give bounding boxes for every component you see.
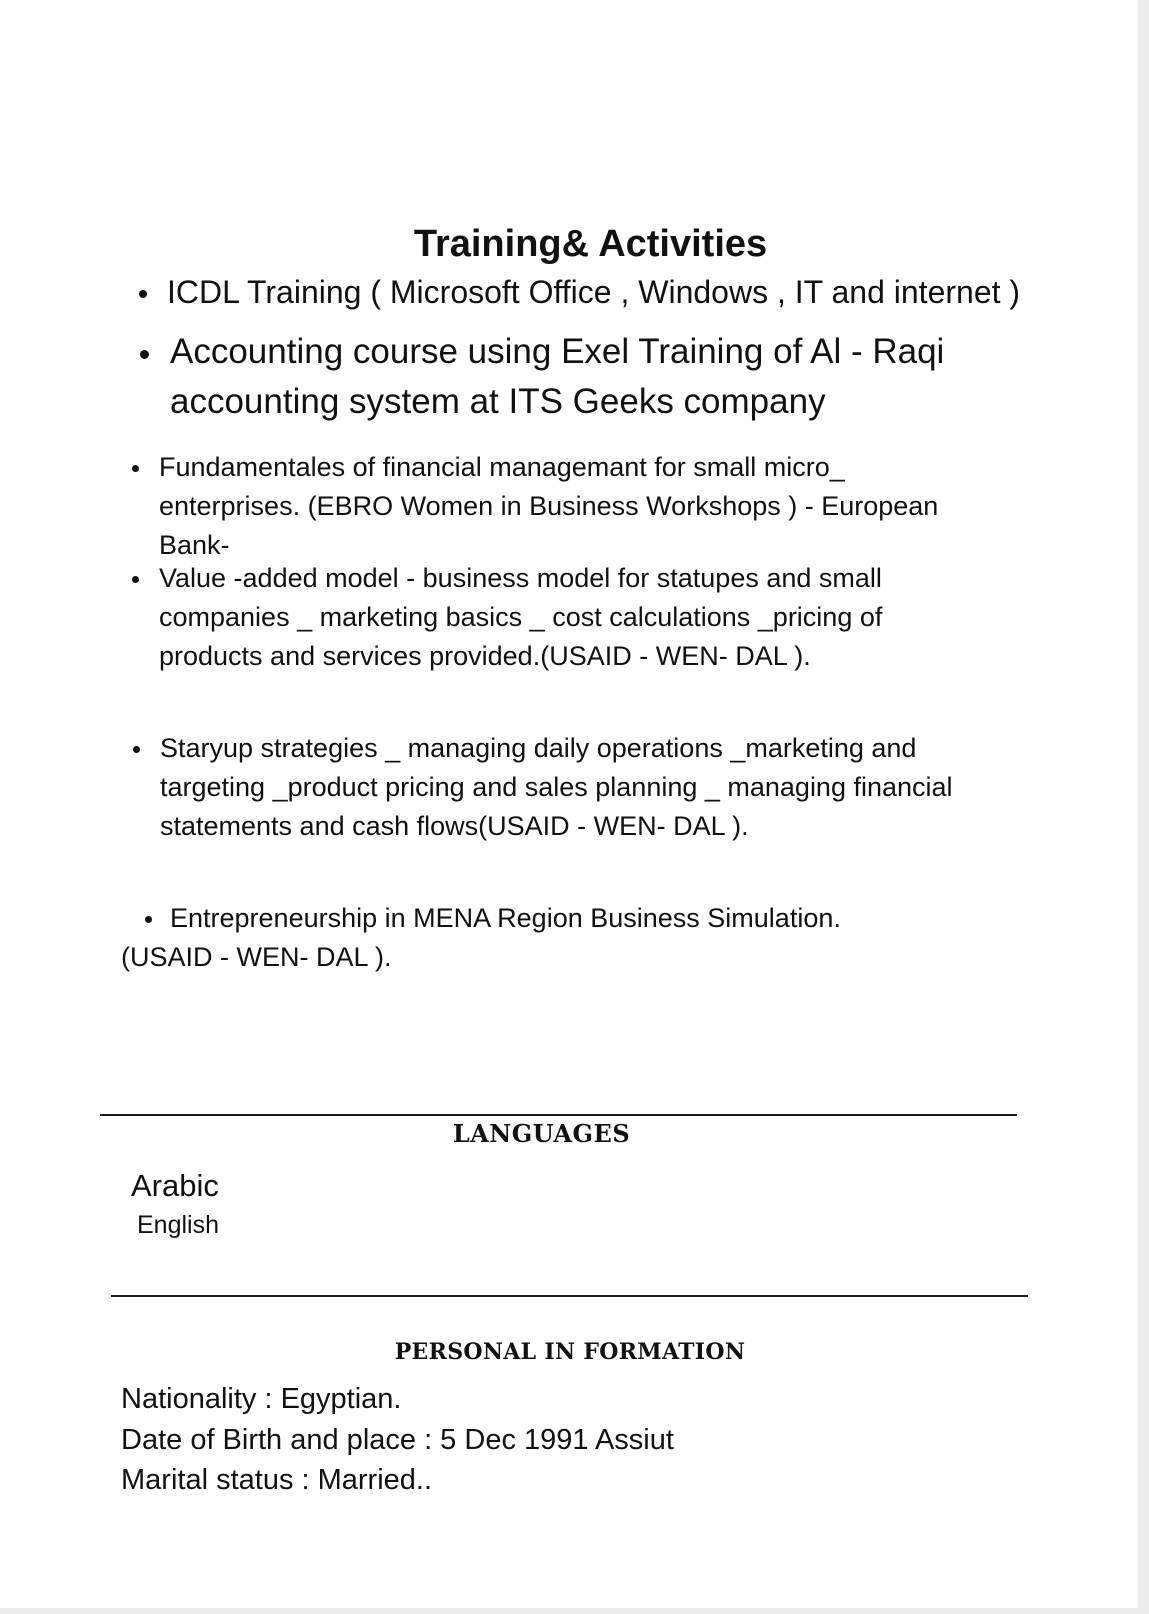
languages-heading: LANGUAGES xyxy=(452,1119,631,1148)
training-item-startup-strategies xyxy=(160,729,953,846)
training-item-entrepreneurship-continuation: (USAID - WEN- DAL ). xyxy=(121,942,392,972)
training-item-line: Bank- xyxy=(159,530,230,560)
languages-divider xyxy=(100,1114,1017,1116)
training-item-accounting-course xyxy=(170,327,944,427)
bullet-icon xyxy=(139,290,147,298)
personal-info-marital-status: Marital status : Married.. xyxy=(121,1464,433,1496)
training-item-line: targeting _product pricing and sales planning _ managing financial xyxy=(160,772,953,802)
training-item-line: companies _ marketing basics _ cost calculations _pricing of xyxy=(159,602,883,632)
training-item-financial-management xyxy=(159,448,938,565)
bullet-icon xyxy=(132,465,139,472)
language-item-english: English xyxy=(137,1211,219,1239)
bullet-icon xyxy=(132,576,139,583)
training-item-line: Value -added model - business model for statupes and small xyxy=(159,563,882,593)
personal-info-nationality: Nationality : Egyptian. xyxy=(121,1383,402,1415)
training-item-line: products and services provided.(USAID - WEN- DAL ). xyxy=(159,641,811,671)
training-item-line: Fundamentales of financial managemant for small micro_ xyxy=(159,452,845,482)
bullet-icon xyxy=(133,746,140,753)
training-item-line: enterprises. (EBRO Women in Business Workshops ) - European xyxy=(159,491,939,521)
bullet-icon xyxy=(145,916,152,923)
bullet-icon xyxy=(140,350,149,359)
training-item-line: Staryup strategies _ managing daily operations _marketing and xyxy=(160,733,917,763)
training-activities-heading: Training& Activities xyxy=(413,223,768,265)
training-item-line: accounting system at ITS Geeks company xyxy=(170,382,826,421)
training-item-line: ICDL Training ( Microsoft Office , Windows , IT and internet ) xyxy=(167,274,1021,310)
training-item-icdl xyxy=(167,270,1020,314)
personal-info-birth: Date of Birth and place : 5 Dec 1991 Assiut xyxy=(121,1424,674,1456)
training-item-value-added-model xyxy=(159,559,882,676)
training-item-entrepreneurship xyxy=(170,899,841,938)
personal-info-divider xyxy=(111,1295,1028,1297)
language-item-arabic: Arabic xyxy=(131,1168,219,1203)
personal-info-heading: PERSONAL IN FORMATION xyxy=(394,1339,746,1365)
training-item-line: Entrepreneurship in MENA Region Business Simulation. xyxy=(170,903,841,933)
training-item-line: Accounting course using Exel Training of Al - Raqi xyxy=(170,332,945,371)
training-item-line: statements and cash flows(USAID - WEN- DAL ). xyxy=(160,811,749,841)
